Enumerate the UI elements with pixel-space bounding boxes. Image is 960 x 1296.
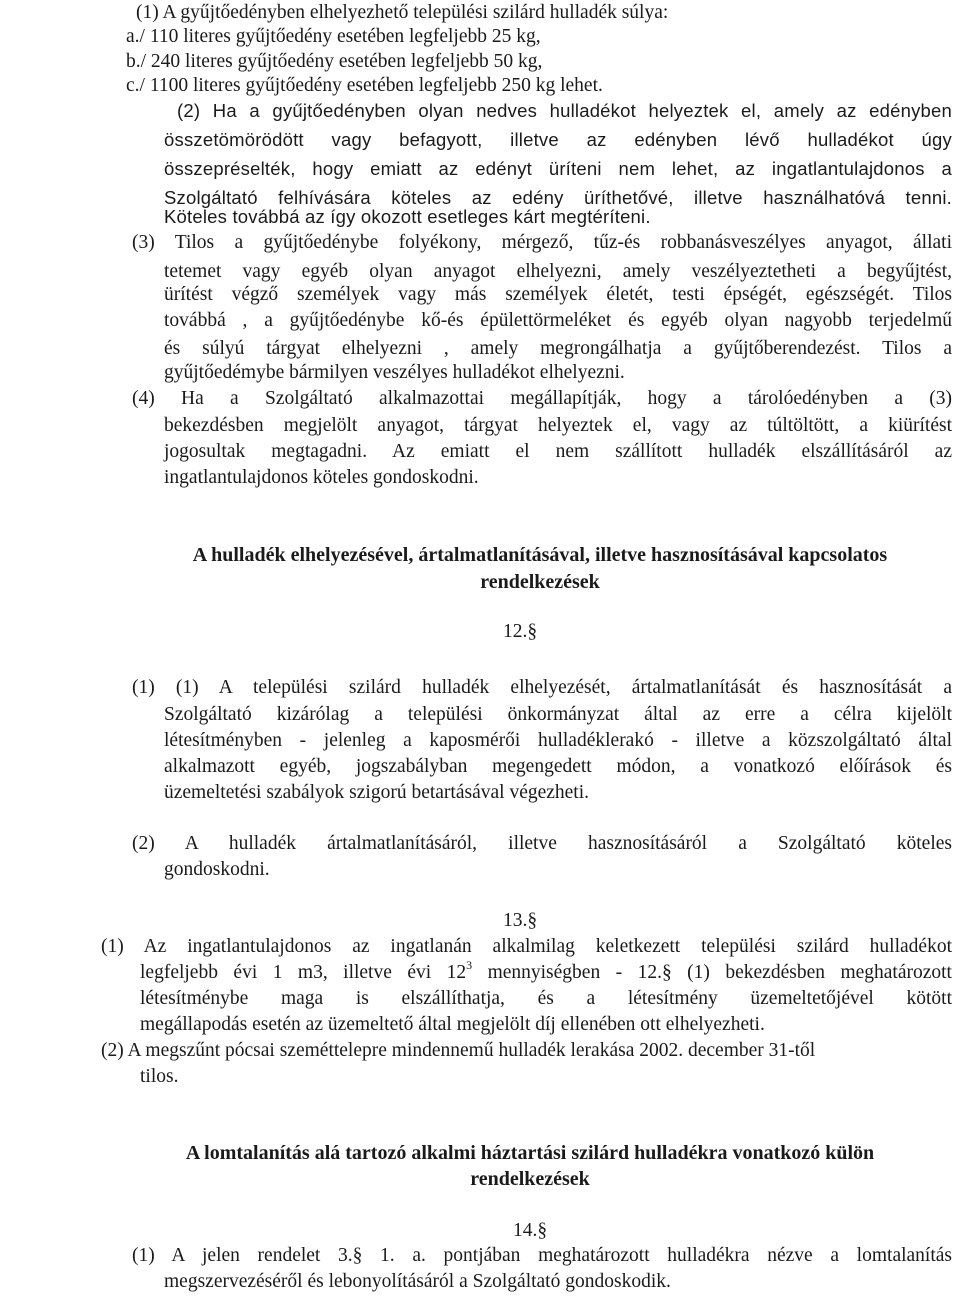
para-1-line-4: c./ 1100 literes gyűjtőedény esetében legfeljebb 250 kg lehet.: [126, 75, 603, 96]
section-heading-1-line-2: rendelkezések: [480, 571, 600, 593]
para-6-line-1: (2) A hulladék ártalmatlanításáról, illetve hasznosításáról a Szolgáltató köteles: [132, 833, 952, 854]
para-5-line-4: alkalmazott egyéb, jogszabályban megengedett módon, a vonatkozó előírások és: [164, 756, 952, 777]
para-5-line-5: üzemeltetési szabályok szigorú betartásával végezheti.: [164, 782, 590, 803]
section-heading-2-line-1: A lomtalanítás alá tartozó alkalmi háztartási szilárd hulladékra vonatkozó külön: [185, 1142, 875, 1164]
para-9-line-2: megszervezéséről és lebonyolításáról a Szolgáltató gondoskodik.: [164, 1271, 671, 1292]
para-5-line-3: létesítményben - jelenleg a kaposmérői hulladéklerakó - illetve a közszolgáltató által: [164, 730, 952, 751]
para-7-line-1: (1) Az ingatlantulajdonos az ingatlanán alkalmilag keletkezett települési szilárd hulladékot: [101, 936, 952, 957]
section-heading-2-line-2: rendelkezések: [470, 1168, 590, 1190]
para-1-line-3: b./ 240 literes gyűjtőedény esetében legfeljebb 50 kg,: [126, 51, 543, 72]
para-7-line-3: létesítménybe maga is elszállíthatja, és a létesítmény üzemeltetőjével kötött: [140, 988, 952, 1009]
para-2-line-2: összetömörödött vagy befagyott, illetve az edényben lévő hulladékot úgy: [164, 129, 952, 150]
para-9-line-1: (1) A jelen rendelet 3.§ 1. a. pontjában meghatározott hulladékra nézve a lomtalanítás: [132, 1245, 952, 1266]
para-2-line-3: összepréselték, hogy emiatt az edényt üríteni nem lehet, az ingatlantulajdonos a: [164, 158, 952, 179]
para-6-line-2: gondoskodni.: [164, 859, 270, 880]
para-3-line-1: (3) Tilos a gyűjtőedénybe folyékony, mérgező, tűz-és robbanásveszélyes anyagot, állati: [132, 232, 952, 253]
para-7-line-4: megállapodás esetén az üzemeltető által megjelölt díj ellenében ott elhelyezheti.: [140, 1014, 765, 1035]
para-2-line-4: Szolgáltató felhívására köteles az edény üríthetővé, illetve használhatóvá tenni.: [164, 187, 952, 208]
para-1-line-1: (1) A gyűjtőedényben elhelyezhető települési szilárd hulladék súlya:: [136, 2, 669, 23]
para-8-line-1: (2) A megszűnt pócsai szeméttelepre mindennemű hulladék lerakása 2002. december 31-től: [101, 1040, 816, 1061]
para-1-line-2: a./ 110 literes gyűjtőedény esetében legfeljebb 25 kg,: [126, 26, 541, 47]
section-heading-1-line-1: A hulladék elhelyezésével, ártalmatlanításával, illetve hasznosításával kapcsolatos: [192, 544, 888, 566]
para-3-line-2: tetemet vagy egyéb olyan anyagot elhelyezni, amely veszélyeztetheti a begyűjtést,: [164, 261, 952, 282]
para-4-line-2: bekezdésben megjelölt anyagot, tárgyat helyeztek el, vagy az túltöltött, a kiürítést: [164, 415, 952, 436]
para-5-line-1: (1) (1) A települési szilárd hulladék elhelyezését, ártalmatlanítását és hasznosítását a: [132, 677, 952, 698]
para-3-line-6: gyűjtőedémybe bármilyen veszélyes hulladékot elhelyezni.: [164, 362, 625, 383]
section-number-12: 12.§: [502, 621, 538, 642]
para-7-line-2: legfeljebb évi 1 m3, illetve évi $12^3$ mennyiségben - 12.§ (1) bekezdésben meghatározott: [140, 957, 952, 983]
para-8-line-2: tilos.: [140, 1066, 179, 1087]
para-3-line-4: továbbá , a gyűjtőedénybe kő-és épülettörmeléket és egyéb olyan nagyobb terjedelmű: [164, 310, 952, 331]
para-3-line-5: és súlyú tárgyat elhelyezni , amely megrongálhatja a gyűjtőberendezést. Tilos a: [164, 338, 952, 359]
para-2-line-1: (2) Ha a gyűjtőedényben olyan nedves hulladékot helyeztek el, amely az edényben: [177, 100, 952, 121]
para-4-line-1: (4) Ha a Szolgáltató alkalmazottai megállapítják, hogy a tárolóedényben a (3): [132, 388, 952, 409]
section-number-13: 13.§: [502, 910, 538, 931]
para-4-line-4: ingatlantulajdonos köteles gondoskodni.: [164, 467, 479, 488]
para-3-line-3: ürítést végző személyek vagy más személyek életét, testi épségét, egészségét. Tilos: [164, 284, 952, 305]
para-4-line-3: jogosultak megtagadni. Az emiatt el nem szállított hulladék elszállításáról az: [164, 441, 952, 462]
para-2-line-5: Köteles továbbá az így okozott esetleges kárt megtéríteni.: [164, 206, 651, 227]
para-5-line-2: Szolgáltató kizárólag a települési önkormányzat által az erre a célra kijelölt: [164, 704, 952, 725]
section-number-14: 14.§: [512, 1220, 548, 1241]
